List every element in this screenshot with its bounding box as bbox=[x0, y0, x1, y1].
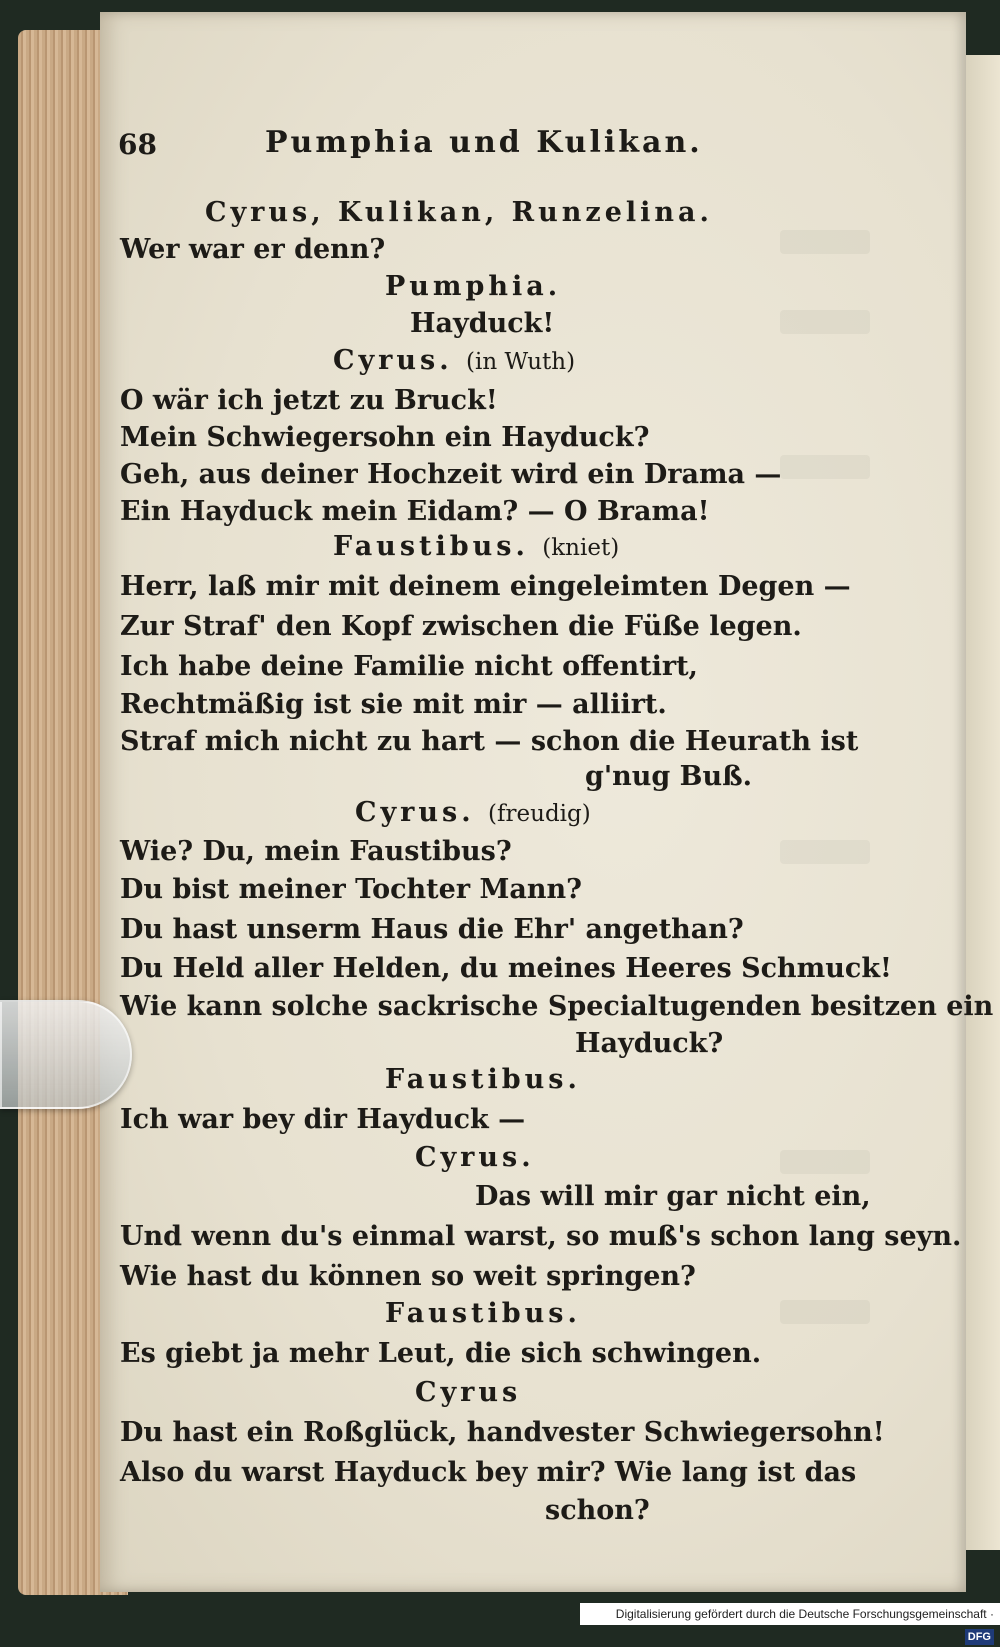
verse-line: Geh, aus deiner Hochzeit wird ein Drama — bbox=[120, 459, 782, 490]
verse-line: Wie hast du können so weit springen? bbox=[120, 1261, 696, 1292]
speaker-line: Cyrus. bbox=[415, 1142, 535, 1173]
verse-line: Das will mir gar nicht ein, bbox=[475, 1181, 871, 1212]
verse-line: Mein Schwiegersohn ein Hayduck? bbox=[120, 422, 650, 453]
verse-line: Hayduck? bbox=[575, 1028, 724, 1059]
speaker-line bbox=[355, 796, 591, 831]
verse-line: Du hast unserm Haus die Ehr' angethan? bbox=[120, 914, 744, 945]
dfg-logo: DFG bbox=[965, 1629, 994, 1645]
verse-line: Ich habe deine Familie nicht offentirt, bbox=[120, 651, 698, 682]
verse-line: Es giebt ja mehr Leut, die sich schwingen. bbox=[120, 1338, 762, 1369]
verse-line: Wer war er denn? bbox=[120, 234, 386, 265]
speaker-line: Faustibus. bbox=[385, 1064, 581, 1095]
page-clip bbox=[0, 1000, 132, 1109]
verse-line: Hayduck! bbox=[410, 308, 555, 339]
verse-line: Wie? Du, mein Faustibus? bbox=[120, 836, 512, 867]
speaker-name: Cyrus. bbox=[355, 797, 475, 828]
verse-line: Und wenn du's einmal warst, so muß's schon lang seyn. bbox=[120, 1221, 962, 1252]
verse-line: Straf mich nicht zu hart — schon die Heurath ist bbox=[120, 726, 859, 757]
verse-line: Du hast ein Roßglück, handvester Schwiegersohn! bbox=[120, 1417, 885, 1448]
speaker-line: Cyrus, Kulikan, Runzelina. bbox=[205, 197, 713, 228]
speaker-line: Pumphia. bbox=[385, 271, 562, 302]
verse-line: Zur Straf' den Kopf zwischen die Füße legen. bbox=[120, 611, 802, 642]
stage-direction: (freudig) bbox=[488, 801, 591, 827]
speaker-line bbox=[333, 530, 619, 565]
speaker-name: Faustibus. bbox=[333, 531, 529, 562]
speaker-line bbox=[333, 344, 575, 379]
verse-line: Wie kann solche sackrische Specialtugenden besitzen ein bbox=[120, 991, 994, 1022]
verse-line: schon? bbox=[545, 1495, 650, 1526]
stage-direction: (kniet) bbox=[542, 535, 620, 561]
running-header: Pumphia und Kulikan. bbox=[265, 125, 703, 160]
verse-line: Du Held aller Helden, du meines Heeres Schmuck! bbox=[120, 953, 892, 984]
verse-line: Also du warst Hayduck bey mir? Wie lang ist das bbox=[120, 1457, 857, 1488]
page-number: 68 bbox=[118, 128, 157, 161]
verse-line: g'nug Buß. bbox=[585, 761, 753, 792]
stage-direction: (in Wuth) bbox=[466, 349, 576, 375]
verse-line: Ein Hayduck mein Eidam? — O Brama! bbox=[120, 496, 710, 527]
verse-line: Herr, laß mir mit deinem eingeleimten Degen — bbox=[120, 571, 851, 602]
verse-line: Du bist meiner Tochter Mann? bbox=[120, 874, 582, 905]
verse-line: Rechtmäßig ist sie mit mir — alliirt. bbox=[120, 689, 667, 720]
speaker-line: Cyrus bbox=[415, 1377, 522, 1408]
speaker-name: Cyrus. bbox=[333, 345, 453, 376]
credit-text: Digitalisierung gefördert durch die Deutsche Forschungsgemeinschaft bbox=[615, 1607, 987, 1621]
digitization-credit: Digitalisierung gefördert durch die Deutsche Forschungsgemeinschaft · DFG bbox=[580, 1603, 1000, 1625]
verse-line: O wär ich jetzt zu Bruck! bbox=[120, 385, 498, 416]
speaker-line: Faustibus. bbox=[385, 1298, 581, 1329]
verse-line: Ich war bey dir Hayduck — bbox=[120, 1104, 526, 1135]
